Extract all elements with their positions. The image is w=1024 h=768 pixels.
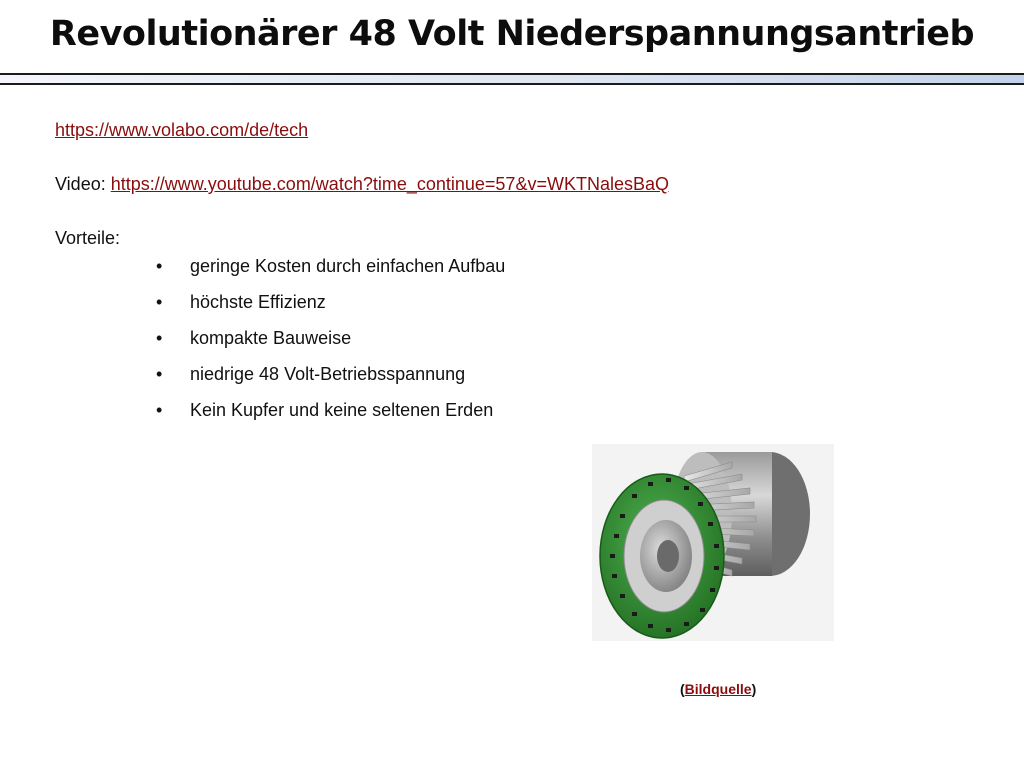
list-item-text: geringe Kosten durch einfachen Aufbau (190, 256, 506, 276)
video-label: Video: (55, 174, 111, 194)
video-link[interactable]: https://www.youtube.com/watch?time_continue=57&v=WKTNalesBaQ (110, 174, 669, 194)
bullet-icon: • (156, 256, 163, 276)
bullet-icon: • (156, 328, 163, 348)
list-item-text: niedrige 48 Volt-Betriebsspannung (190, 364, 466, 384)
list-item (156, 399, 505, 435)
bullet-icon: • (156, 364, 163, 384)
advantages-heading: Vorteile: (55, 228, 121, 248)
shaft-bore (657, 540, 679, 572)
video-line (55, 173, 669, 195)
caption-close-paren: ) (751, 681, 757, 697)
list-item-text: Kein Kupfer und keine seltenen Erden (190, 400, 494, 420)
image-source-link[interactable]: Bildquelle (684, 681, 752, 697)
list-item (156, 327, 505, 363)
tech-link[interactable]: https://www.volabo.com/de/tech (55, 120, 309, 140)
advantages-list (156, 255, 505, 435)
slide-title: Revolutionärer 48 Volt Niederspannungsantrieb (49, 14, 975, 54)
list-item-text: kompakte Bauweise (190, 328, 352, 348)
list-item-text: höchste Effizienz (190, 292, 326, 312)
list-item (156, 291, 505, 327)
bullet-icon: • (156, 292, 163, 312)
image-caption (680, 681, 756, 697)
motor-image (592, 444, 834, 641)
title-underline-bar (0, 73, 1024, 85)
tech-link-line (55, 119, 308, 141)
list-item (156, 255, 505, 291)
motor-illustration (592, 444, 834, 641)
caption-open-paren: ( (680, 681, 685, 697)
list-item (156, 363, 505, 399)
bullet-icon: • (156, 400, 163, 420)
